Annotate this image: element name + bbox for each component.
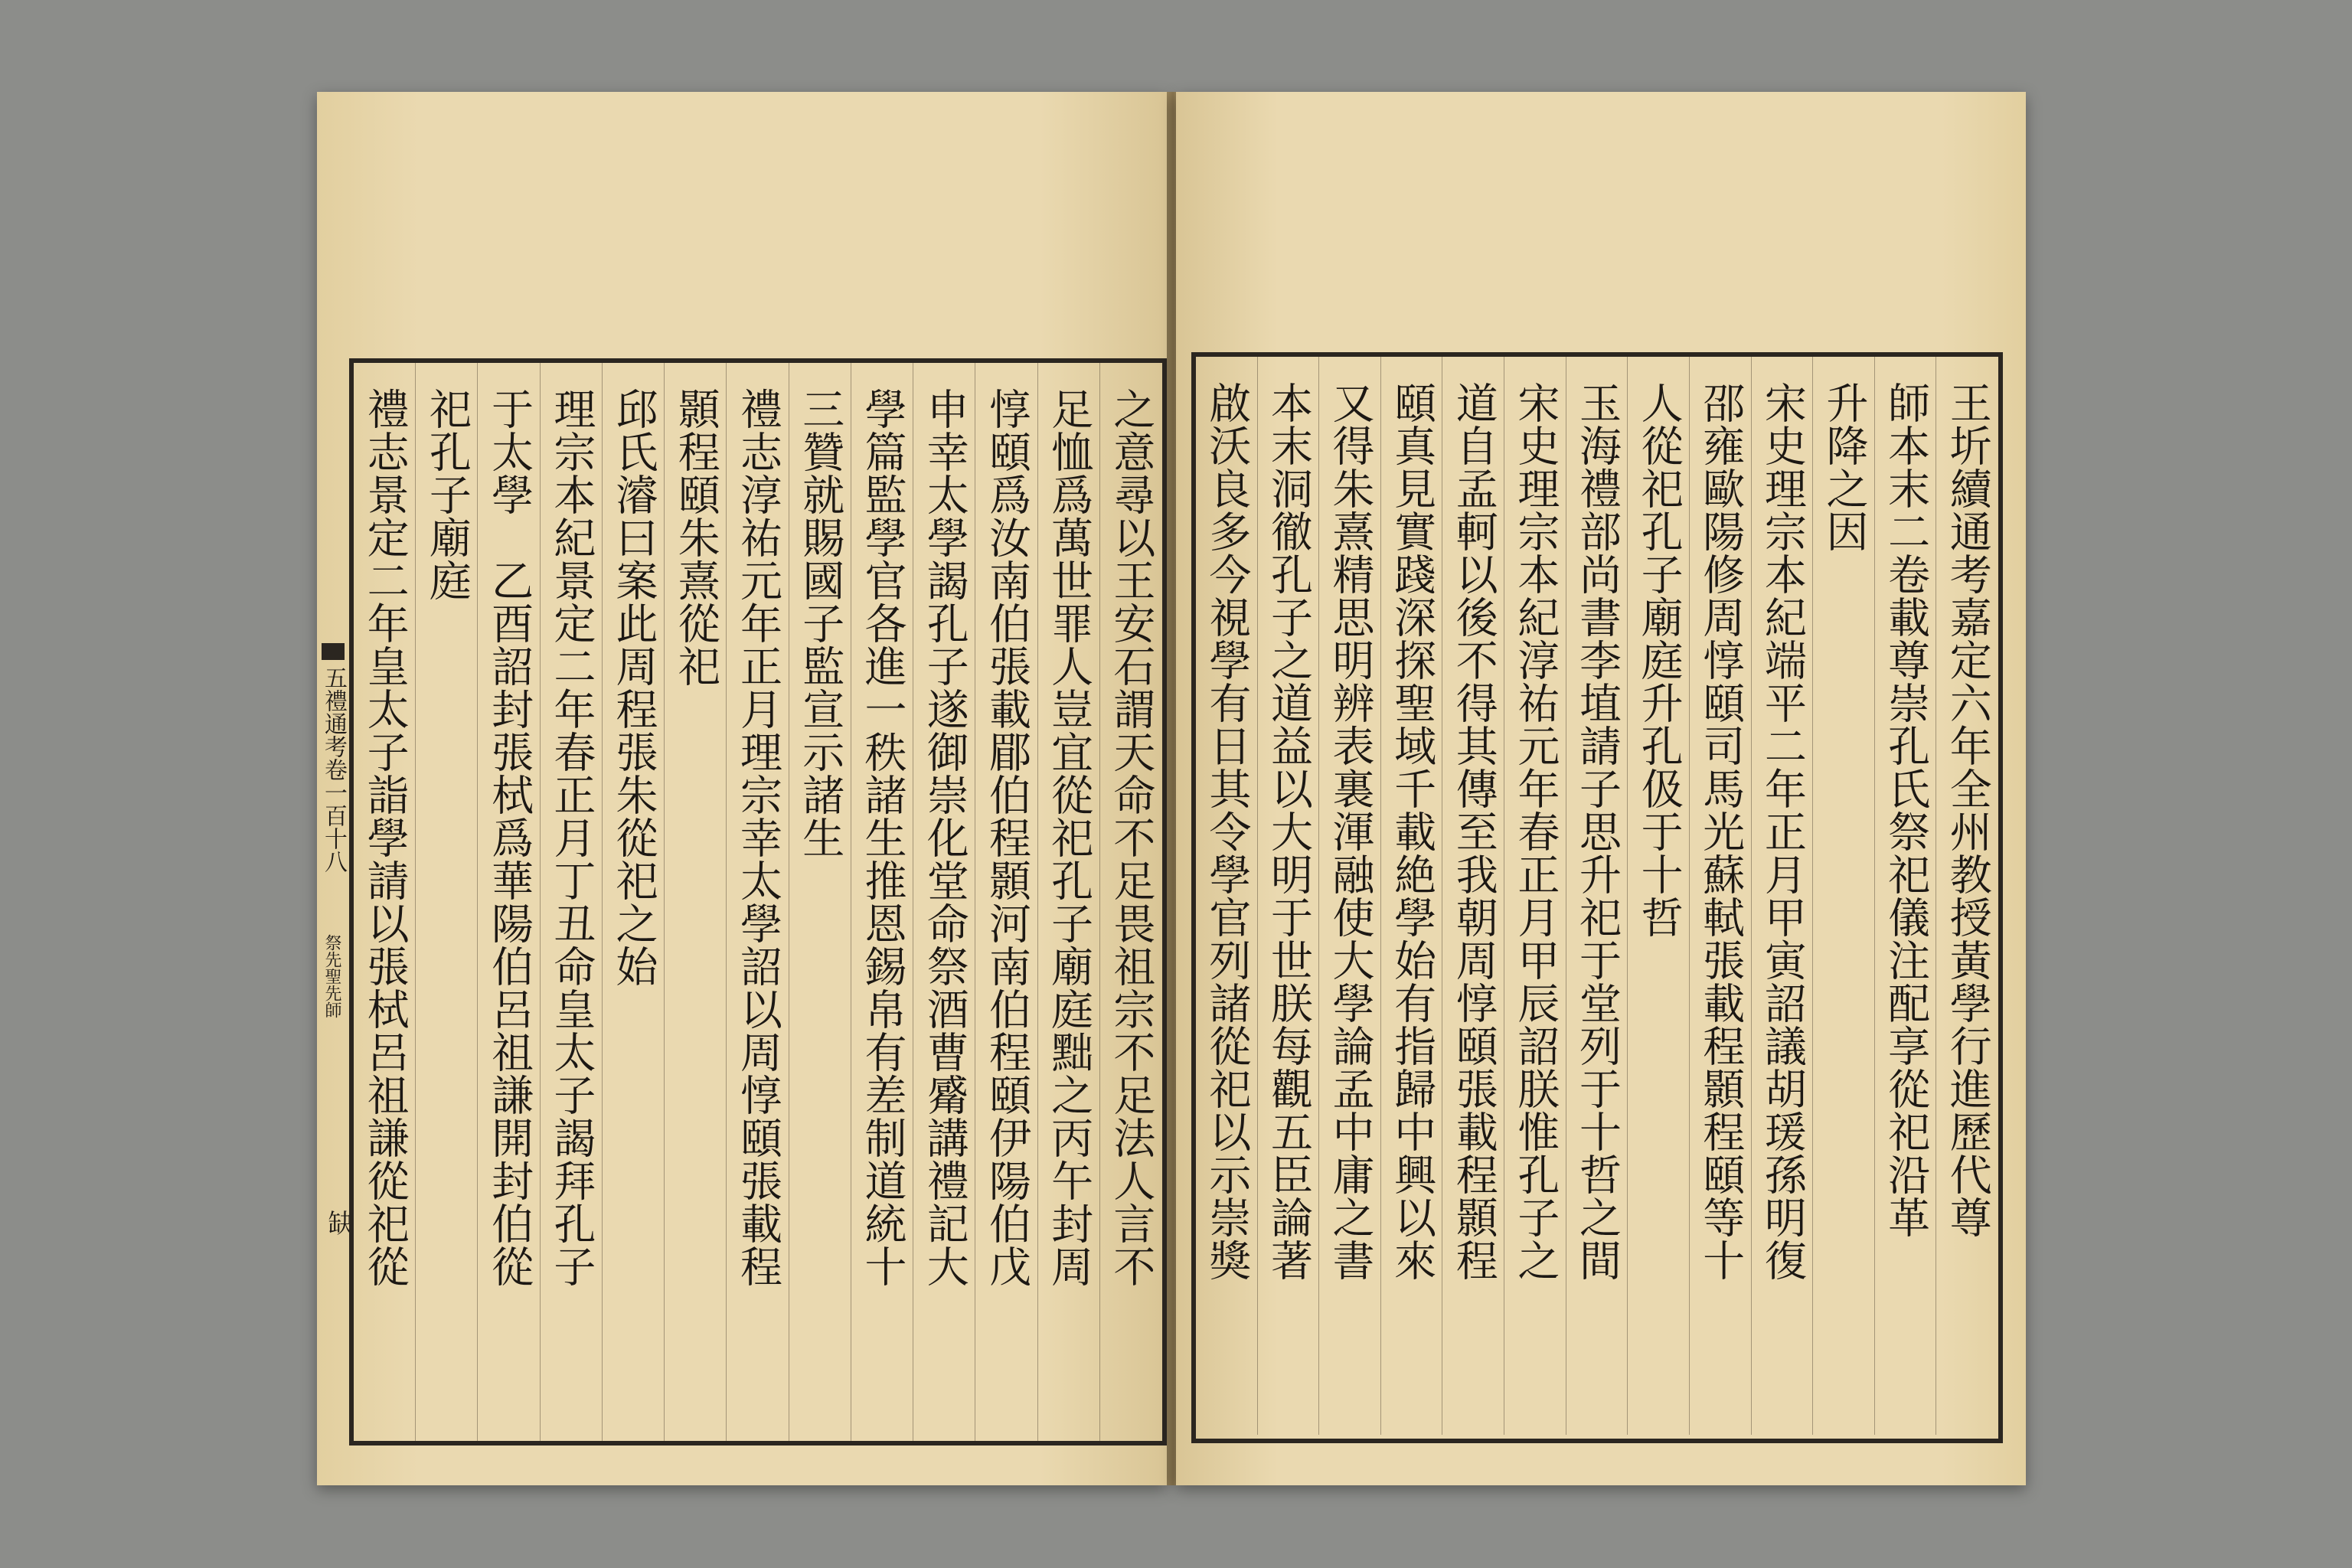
left-text-column: 三贊就賜國子監宣示諸生 <box>795 387 845 859</box>
column-rule <box>664 363 665 1441</box>
right-text-column: 道自孟軻以後不得其傳至我朝周惇頤張載程顥程 <box>1449 381 1498 1282</box>
left-text-column: 邱氏濬曰案此周程張朱從祀之始 <box>609 387 658 988</box>
right-text-column: 人從祀孔子廟庭升孔伋于十哲 <box>1634 381 1684 939</box>
column-rule <box>1380 357 1381 1435</box>
right-text-column: 師本末二卷載尊崇孔氏祭祀儀注配享從祀沿革 <box>1881 381 1931 1239</box>
margin-book-title: 五禮通考卷一百十八 <box>320 666 347 873</box>
right-text-column: 王圻續通考嘉定六年全州教授黃學行進歷代尊 <box>1942 381 1992 1239</box>
margin-section-title: 祭先聖先師 <box>322 934 341 1018</box>
right-page <box>1176 92 2026 1485</box>
open-book <box>317 92 2026 1485</box>
left-text-frame <box>349 358 1167 1446</box>
column-rule <box>1099 363 1100 1441</box>
right-text-column: 啟沃良多今視學有日其令學官列諸從祀以示崇獎 <box>1202 381 1252 1282</box>
margin-page-number: 缺 <box>323 1210 354 1236</box>
left-text-column: 顥程頤朱熹從祀 <box>671 387 720 688</box>
right-text-column: 宋史理宗本紀端平二年正月甲寅詔議胡瑗孫明復 <box>1757 381 1807 1282</box>
right-text-column: 本末洞徹孔子之道益以大明于世朕每觀五臣論著 <box>1263 381 1313 1282</box>
column-rule <box>1318 357 1319 1435</box>
left-text-column: 申幸太學謁孔子遂御崇化堂命祭酒曹觱講禮記大 <box>920 387 969 1288</box>
column-rule <box>1257 357 1258 1435</box>
left-text-column: 禮志淳祐元年正月理宗幸太學詔以周惇頤張載程 <box>733 387 782 1288</box>
left-text-column: 之意尋以王安石謂天命不足畏祖宗不足法人言不 <box>1106 387 1156 1288</box>
right-text-column: 玉海禮部尚書李埴請子思升祀于堂列于十哲之間 <box>1573 381 1622 1282</box>
left-page-margin <box>320 368 354 1439</box>
column-rule <box>602 363 603 1441</box>
column-rule <box>477 363 478 1441</box>
column-rule <box>1751 357 1752 1435</box>
column-rule <box>726 363 727 1441</box>
column-rule <box>540 363 541 1441</box>
right-text-column: 升降之因 <box>1819 381 1869 553</box>
left-text-column: 足恤爲萬世罪人豈宜從祀孔子廟庭黜之丙午封周 <box>1044 387 1094 1288</box>
right-text-column: 宋史理宗本紀淳祐元年春正月甲辰詔朕惟孔子之 <box>1511 381 1560 1282</box>
column-rule <box>1874 357 1875 1435</box>
column-rule <box>1812 357 1813 1435</box>
right-text-column: 邵雍歐陽修周惇頤司馬光蘇軾張載程顥程頤等十 <box>1696 381 1746 1282</box>
left-text-column: 學篇監學官各進一秩諸生推恩錫帛有差制道統十 <box>858 387 907 1288</box>
right-text-frame <box>1191 352 2003 1443</box>
left-text-column: 于太學 乙酉詔封張栻爲華陽伯呂祖謙開封伯從 <box>485 387 534 1288</box>
left-text-column: 禮志景定二年皇太子詣學請以張栻呂祖謙從祀從 <box>360 387 410 1288</box>
right-text-column: 又得朱熹精思明辨表裏渾融使大學論孟中庸之書 <box>1325 381 1375 1282</box>
left-text-column: 惇頤爲汝南伯張載郿伯程顥河南伯程頤伊陽伯戊 <box>982 387 1031 1288</box>
fish-tail-mark <box>322 643 345 660</box>
left-text-column: 理宗本紀景定二年春正月丁丑命皇太子謁拜孔子 <box>547 387 596 1288</box>
right-text-column: 頤真見實踐深探聖域千載絶學始有指歸中興以來 <box>1387 381 1437 1282</box>
column-rule <box>1689 357 1690 1435</box>
column-rule <box>415 363 416 1441</box>
left-page <box>317 92 1167 1485</box>
column-rule <box>1627 357 1628 1435</box>
left-text-column: 祀孔子廟庭 <box>422 387 472 602</box>
column-rule <box>1037 363 1038 1441</box>
